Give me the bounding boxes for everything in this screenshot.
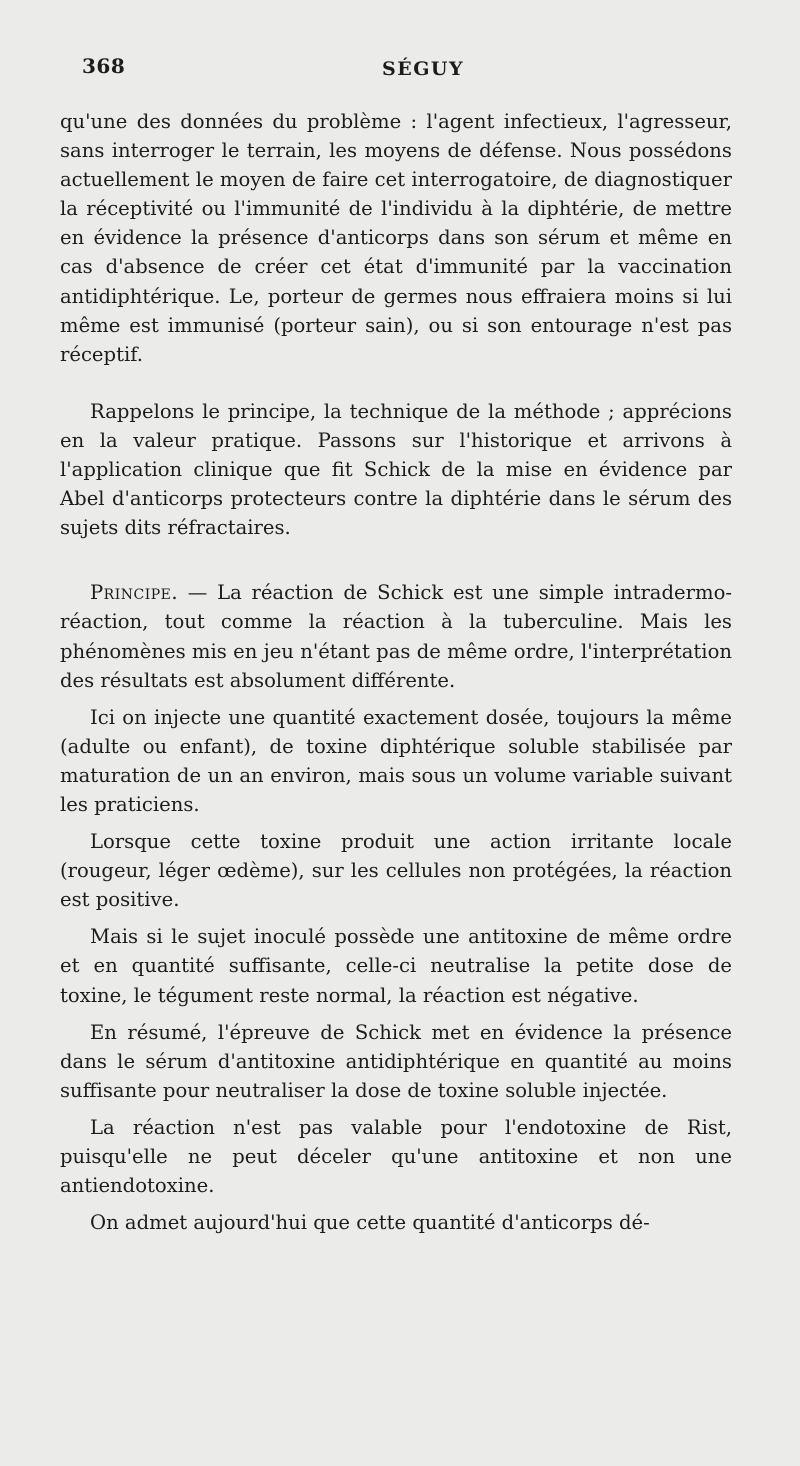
- paragraph-continuation: qu'une des données du problème : l'agent infectieux, l'agresseur, sans interroger le terrain, les moyens de défense. Nous possédons actuellement le moyen de faire cet interrogatoire, de diagnostiquer la réceptivité ou l'immunité de l'individu à la diphtérie, de mettre en évidence la présence d'anticorps dans son sérum et même en cas d'absence de créer cet état d'immunité par la vaccination antidiphtérique. Le, porteur de germes nous effraiera moins si lui même est immunisé (porteur sain), ou si son entourage n'est pas réceptif.: [60, 110, 732, 366]
- paragraph-endotoxin: La réaction n'est pas valable pour l'endotoxine de Rist, puisqu'elle ne peut déceler qu'une antitoxine et non une antiendotoxine.: [60, 1115, 732, 1198]
- section-heading-principle: Principe.: [90, 581, 179, 605]
- paragraph-injection: Ici on injecte une quantité exactement dosée, toujours la même (adulte ou enfant), de toxine diphtérique soluble stabilisée par maturation de un an environ, mais sous un volume variable suivant les praticiens.: [60, 705, 732, 816]
- running-title: SÉGUY: [382, 58, 465, 80]
- page-body: [60, 107, 732, 1237]
- page-header: [82, 54, 742, 88]
- paragraph-negative-reaction: Mais si le sujet inoculé possède une antitoxine de même ordre et en quantité suffisante, celle-ci neutralise la petite dose de toxine, le tégument reste normal, la réaction est négative.: [60, 925, 732, 1007]
- paragraph-positive-reaction: Lorsque cette toxine produit une action irritante locale (rougeur, léger œdème), sur les cellules non protégées, la réaction est positive.: [60, 830, 732, 912]
- paragraph-antibody-quantity: On admet aujourd'hui que cette quantité d'anticorps dé-: [90, 1211, 650, 1235]
- paragraph-recall-principle: Rappelons le principe, la technique de la méthode ; apprécions en la valeur pratique. Passons sur l'historique et arrivons à l'application clinique que fit Schick de la mise en évidence par Abel d'anticorps protecteurs contre la diphtérie dans le sérum des sujets dits réfractaires.: [60, 399, 732, 540]
- page-number: 368: [82, 54, 126, 78]
- paragraph-summary: En résumé, l'épreuve de Schick met en évidence la présence dans le sérum d'antitoxine antidiphtérique en quantité au moins suffisante pour neutraliser la dose de toxine soluble injectée.: [60, 1020, 732, 1102]
- paragraph-principle: [60, 578, 732, 694]
- paragraph-principle-text: — La réaction de Schick est une simple intradermo-réaction, tout comme la réaction à la tuberculine. Mais les phénomènes mis en jeu n'étant pas de même ordre, l'interprétation des résultats est absolument différente.: [60, 581, 732, 692]
